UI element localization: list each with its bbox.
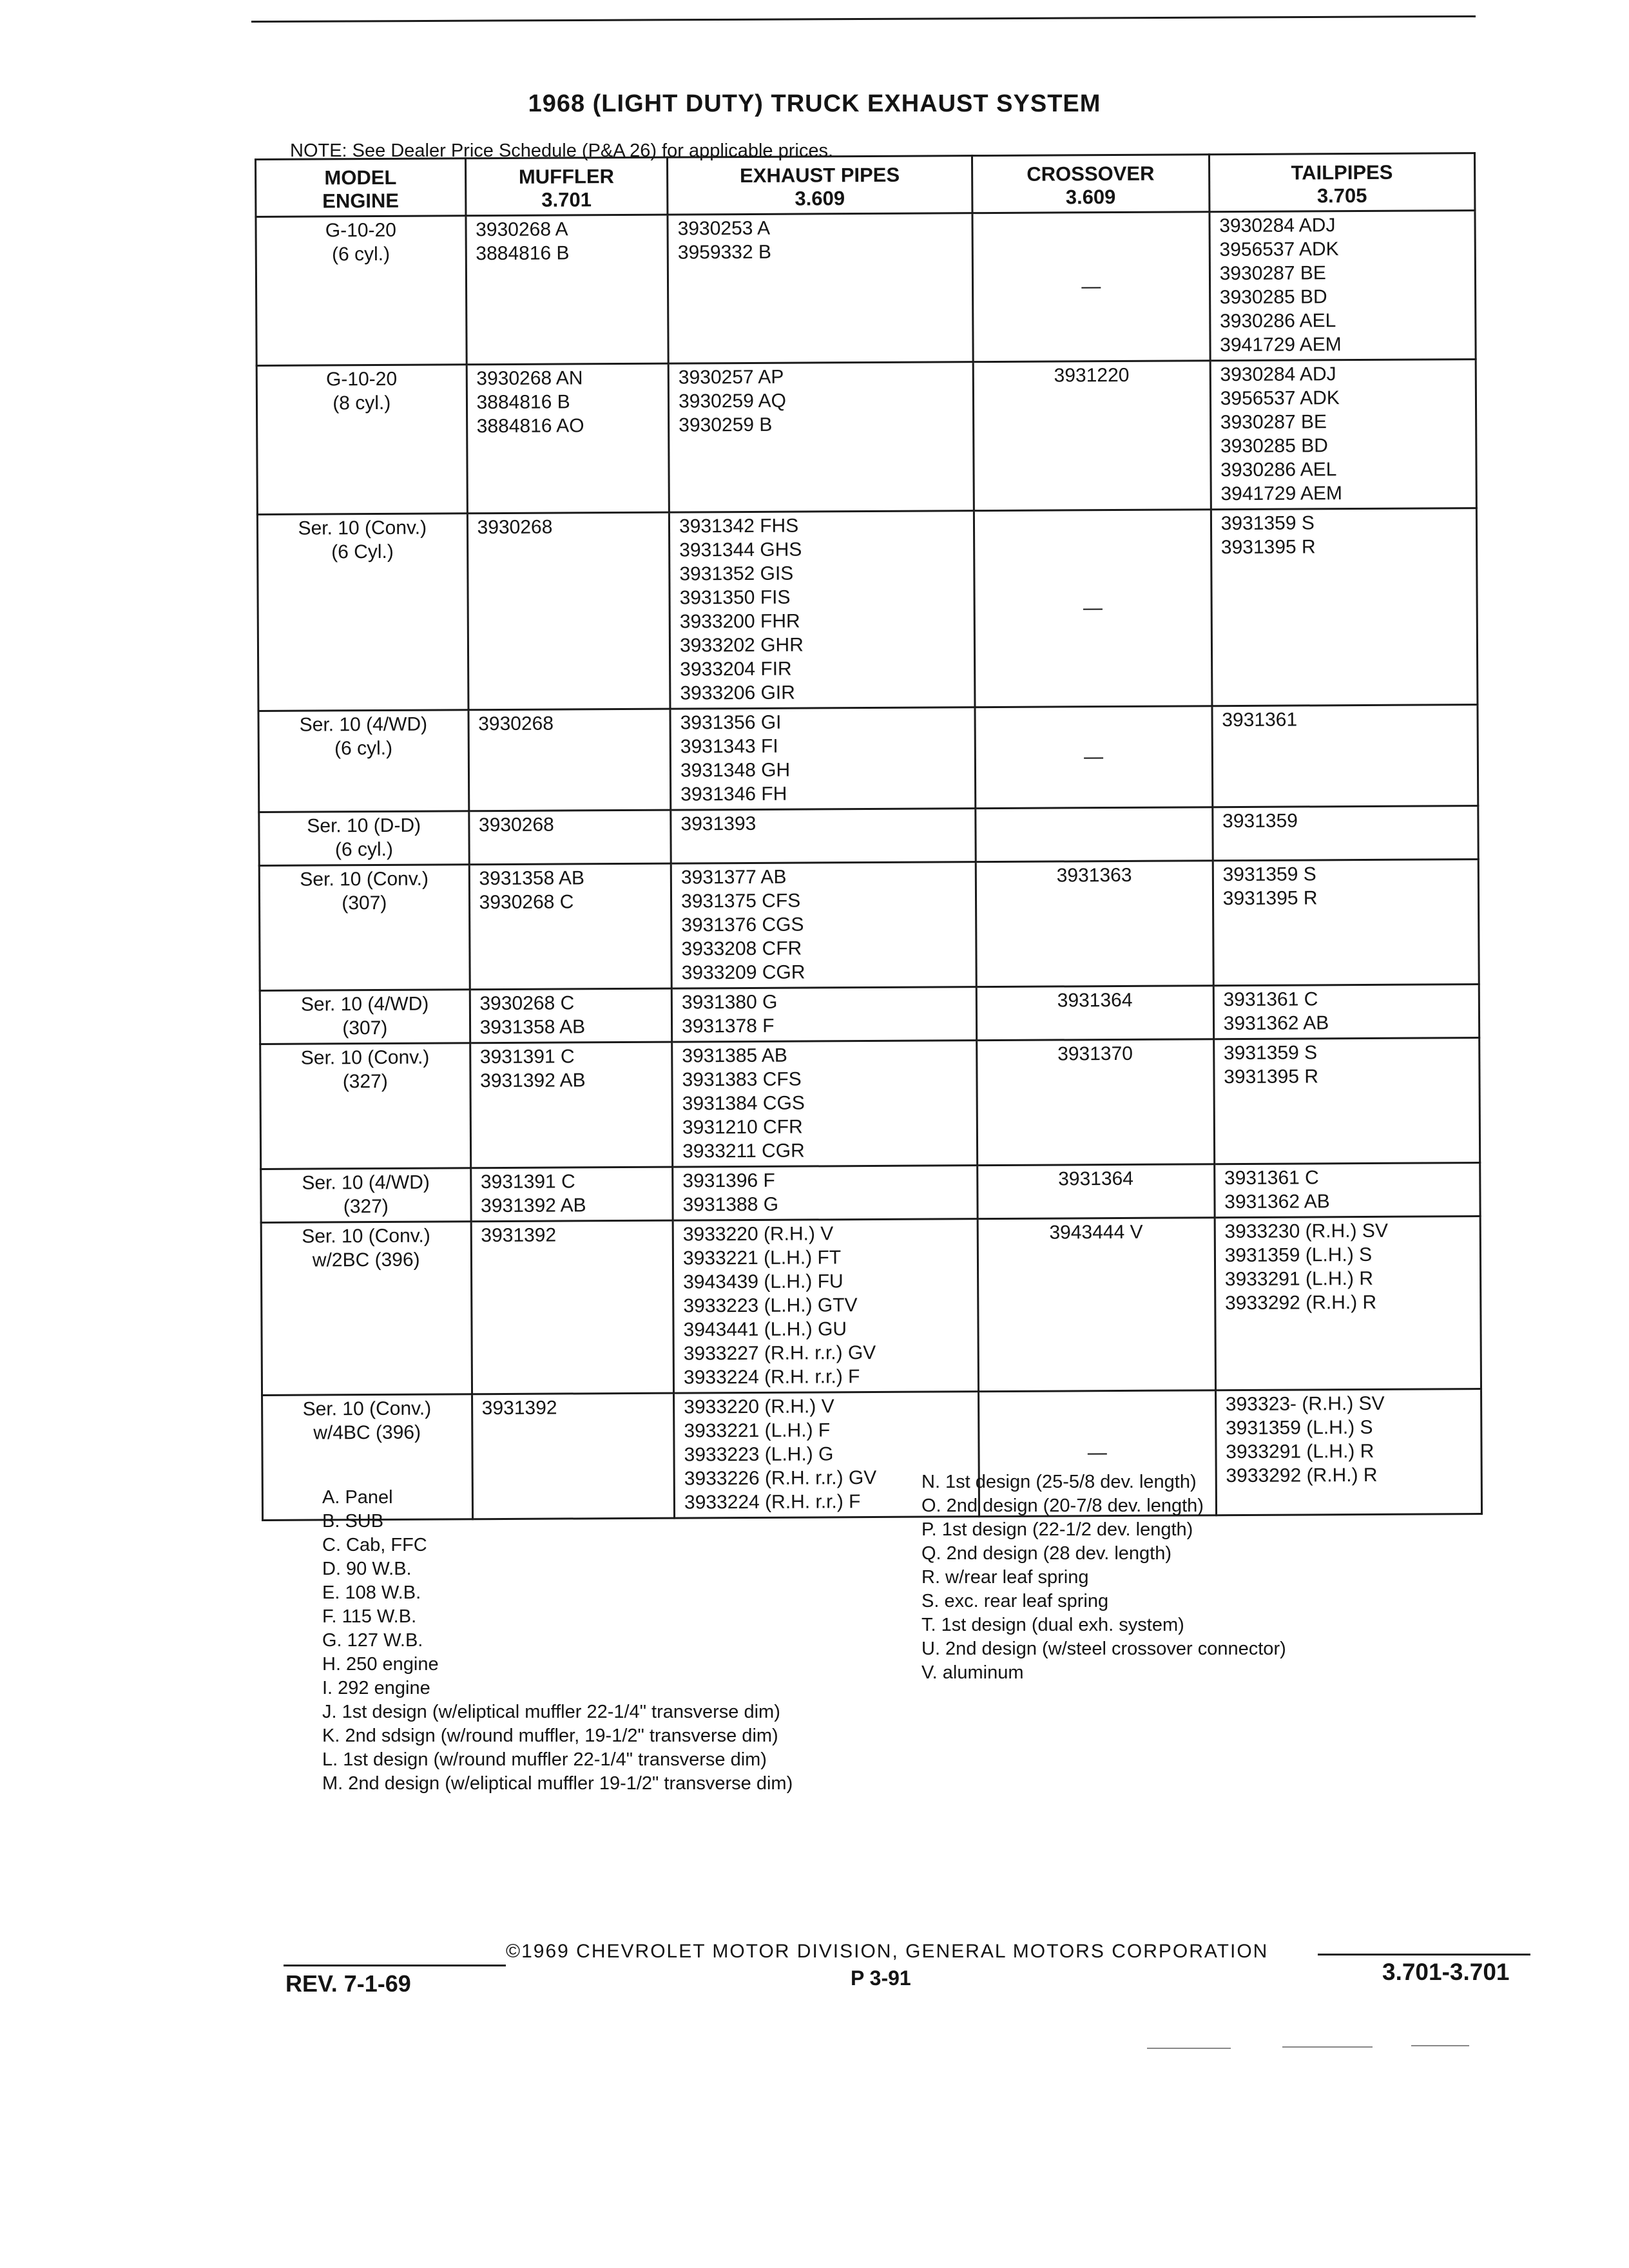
- crossover-part-number: 3943444 V: [1049, 1221, 1143, 1244]
- tailpipes-part-number: 3941729 AEM: [1220, 483, 1343, 505]
- tailpipes-part-number: 3930287 BE: [1219, 262, 1326, 285]
- tailpipes-part-number: 3931395 R: [1222, 887, 1318, 910]
- legend-left: [322, 1486, 793, 1796]
- pipes-part-number: 3933221 (L.H.) F: [684, 1419, 831, 1442]
- pipes-part-number: 3943439 (L.H.) FU: [683, 1271, 843, 1293]
- pipes-part-number: 3931346 FH: [680, 783, 787, 805]
- pipes-part-number: 3933204 FIR: [680, 658, 792, 680]
- muffler-part-number: 3884816 B: [476, 242, 570, 265]
- cell-tailpipes: [1210, 211, 1476, 361]
- footer-rule-right: [1318, 1954, 1530, 1956]
- footer-rule-left: [284, 1965, 506, 1966]
- model-part-number: Ser. 10 (4/WD): [302, 1171, 430, 1194]
- pipes-part-number: 3933202 GHR: [679, 634, 804, 657]
- legend-item: V. aluminum: [921, 1662, 1024, 1683]
- cell-muffler: [468, 810, 671, 865]
- crossover-part-number: 3931364: [1058, 1168, 1134, 1190]
- cell-muffler: [468, 709, 671, 811]
- model-part-number: (6 cyl.): [334, 838, 393, 861]
- cell-pipes: [669, 511, 974, 709]
- tailpipes-part-number: 3933291 (L.H.) R: [1224, 1267, 1374, 1291]
- table-row: [260, 985, 1479, 1044]
- cell-crossover: [976, 861, 1213, 987]
- header-crossover-code: 3.609: [1065, 186, 1116, 209]
- legend-item: P. 1st design (22-1/2 dev. length): [921, 1519, 1193, 1540]
- legend-item: T. 1st design (dual exh. system): [921, 1615, 1184, 1635]
- table-row: [258, 705, 1478, 812]
- cell-crossover: [976, 1039, 1214, 1166]
- cell-model: [261, 1222, 472, 1396]
- legend-item: R. w/rear leaf spring: [921, 1567, 1089, 1588]
- header-pipes-line: EXHAUST PIPES: [739, 163, 900, 187]
- cell-crossover: [974, 510, 1211, 707]
- model-part-number: G-10-20: [325, 368, 398, 390]
- cell-muffler: [467, 512, 670, 710]
- muffler-part-number: 3884816 B: [476, 391, 570, 414]
- pipes-part-number: 3933224 (R.H. r.r.) F: [683, 1366, 860, 1389]
- scan-mark: [1411, 2045, 1469, 2046]
- header-crossover-line: CROSSOVER: [1027, 162, 1155, 186]
- table-row: [257, 508, 1478, 711]
- cell-model: [258, 710, 468, 812]
- cell-crossover: [976, 807, 1213, 862]
- pipes-part-number: 3931210 CFR: [682, 1116, 803, 1139]
- legend-item: E. 108 W.B.: [322, 1582, 421, 1603]
- cell-pipes: [671, 862, 976, 988]
- pipes-part-number: 3931348 GH: [680, 759, 791, 782]
- page-number: P 3-91: [851, 1966, 911, 1990]
- pipes-part-number: 3931356 GI: [680, 711, 782, 734]
- pipes-part-number: 3931377 AB: [680, 866, 787, 889]
- model-part-number: Ser. 10 (D-D): [307, 814, 421, 837]
- model-part-number: (327): [343, 1195, 389, 1218]
- pipes-part-number: 3931385 AB: [682, 1044, 787, 1067]
- cell-muffler: [467, 363, 670, 514]
- muffler-part-number: 3930268 C: [479, 992, 575, 1015]
- cell-tailpipes: [1214, 1163, 1480, 1218]
- revision-date: REV. 7-1-69: [285, 1970, 411, 1997]
- cell-muffler: [471, 1220, 674, 1394]
- tailpipes-part-number: 3930286 AEL: [1219, 310, 1336, 332]
- pipes-part-number: 3933223 (L.H.) G: [684, 1443, 834, 1466]
- table-row: [259, 860, 1479, 991]
- pipes-part-number: 3933220 (R.H.) V: [682, 1223, 834, 1245]
- cell-model: [257, 514, 468, 711]
- pipes-part-number: 3930259 AQ: [678, 390, 786, 412]
- cell-tailpipes: [1211, 508, 1478, 706]
- model-part-number: G-10-20: [325, 219, 396, 242]
- cell-model: [259, 865, 470, 991]
- copyright-text: ©1969 CHEVROLET MOTOR DIVISION, GENERAL MOTORS CORPORATION: [506, 1941, 1269, 1962]
- legend-item: F. 115 W.B.: [322, 1606, 417, 1627]
- scan-mark: [1147, 2048, 1231, 2049]
- legend-item: D. 90 W.B.: [322, 1559, 412, 1579]
- muffler-part-number: 3931392 AB: [479, 1070, 586, 1092]
- pipes-part-number: 3959332 B: [677, 241, 772, 264]
- cell-pipes: [668, 213, 973, 363]
- table-row: [256, 360, 1476, 515]
- muffler-part-number: 3931392: [481, 1397, 557, 1419]
- pipes-part-number: 3933227 (R.H. r.r.) GV: [683, 1341, 876, 1365]
- model-part-number: Ser. 10 (Conv.): [302, 1225, 430, 1247]
- pipes-part-number: 3931393: [680, 812, 757, 835]
- cell-model: [260, 990, 470, 1044]
- cell-model: [260, 1043, 471, 1169]
- pipes-part-number: 3931380 G: [681, 991, 778, 1014]
- muffler-part-number: 3931391 C: [479, 1046, 575, 1068]
- legend-item: J. 1st design (w/eliptical muffler 22-1/4" transverse dim): [322, 1702, 780, 1722]
- muffler-part-number: 3884816 AO: [476, 415, 584, 437]
- model-part-number: (6 Cyl.): [331, 541, 394, 563]
- tailpipes-part-number: 3931361: [1222, 709, 1298, 731]
- model-part-number: Ser. 10 (Conv.): [302, 1398, 432, 1420]
- header-muffler-code: 3.701: [541, 188, 592, 211]
- muffler-part-number: 3930268 A: [476, 218, 568, 241]
- cell-muffler: [469, 863, 671, 990]
- cell-tailpipes: [1215, 1216, 1481, 1390]
- pipes-part-number: 3930253 A: [677, 217, 771, 240]
- crossover-part-number: —: [1083, 597, 1103, 619]
- model-part-number: Ser. 10 (Conv.): [300, 1046, 430, 1069]
- model-part-number: (6 cyl.): [331, 243, 390, 265]
- legend-item: A. Panel: [322, 1487, 393, 1508]
- cell-tailpipes: [1212, 806, 1478, 861]
- model-part-number: (6 cyl.): [334, 737, 393, 760]
- page-title: 1968 (LIGHT DUTY) TRUCK EXHAUST SYSTEM: [528, 90, 1101, 117]
- table-row: [259, 806, 1478, 866]
- pipes-part-number: 3931388 G: [682, 1193, 779, 1216]
- cell-pipes: [671, 809, 976, 863]
- tailpipes-part-number: 3931359 S: [1222, 863, 1316, 886]
- legend-item: N. 1st design (25-5/8 dev. length): [921, 1472, 1197, 1492]
- pipes-part-number: 3930259 B: [679, 414, 773, 436]
- cell-muffler: [466, 215, 669, 365]
- pipes-part-number: 3931396 F: [682, 1169, 775, 1192]
- tailpipes-part-number: 3931361 C: [1223, 988, 1318, 1011]
- header-model-line: ENGINE: [322, 189, 400, 213]
- muffler-part-number: 3930268 AN: [476, 367, 583, 390]
- header-pipes: [668, 156, 972, 215]
- tailpipes-part-number: 3931395 R: [1224, 1066, 1319, 1088]
- model-part-number: w/4BC (396): [313, 1421, 421, 1444]
- table-row: [261, 1216, 1481, 1396]
- exhaust-parts-table: [255, 152, 1483, 1521]
- tailpipes-part-number: 3956537 ADK: [1219, 238, 1339, 261]
- tailpipes-part-number: 3933292 (R.H.) R: [1226, 1464, 1378, 1487]
- pipes-part-number: 3933220 (R.H.) V: [684, 1396, 834, 1418]
- model-part-number: Ser. 10 (4/WD): [299, 713, 428, 736]
- pipes-part-number: 3931383 CFS: [682, 1068, 802, 1091]
- muffler-part-number: 3931358 AB: [479, 867, 585, 890]
- pipes-part-number: 3931375 CFS: [681, 890, 801, 912]
- tailpipes-part-number: 3956537 ADK: [1220, 387, 1340, 410]
- table-header-row: [256, 153, 1475, 217]
- crossover-part-number: 3931370: [1057, 1043, 1133, 1065]
- cell-model: [256, 365, 467, 515]
- section-number: 3.701-3.701: [1382, 1959, 1510, 1985]
- cell-model: [261, 1168, 471, 1223]
- pipes-part-number: 3933209 CGR: [681, 961, 805, 984]
- pipes-part-number: 3933223 (L.H.) GTV: [683, 1294, 858, 1317]
- pipes-part-number: 3931384 CGS: [682, 1092, 805, 1115]
- muffler-part-number: 3931392: [481, 1224, 557, 1247]
- pipes-part-number: 3931376 CGS: [681, 914, 804, 936]
- cell-crossover: [976, 986, 1213, 1041]
- legend-item: B. SUB: [322, 1511, 384, 1532]
- header-model: [256, 159, 466, 217]
- pipes-part-number: 3931342 FHS: [679, 515, 799, 537]
- crossover-part-number: —: [1084, 745, 1104, 767]
- top-rule: [251, 15, 1476, 23]
- cell-pipes: [673, 1219, 978, 1393]
- tailpipes-part-number: 3941729 AEM: [1220, 334, 1342, 356]
- tailpipes-part-number: 3931362 AB: [1223, 1012, 1329, 1035]
- crossover-part-number: —: [1087, 1442, 1107, 1464]
- tailpipes-part-number: 3930285 BD: [1219, 286, 1327, 309]
- tailpipes-part-number: 3931359 (L.H.) S: [1225, 1416, 1373, 1439]
- cell-crossover: [975, 706, 1213, 809]
- muffler-part-number: 3930268: [478, 713, 554, 735]
- cell-tailpipes: [1210, 360, 1477, 510]
- cell-crossover: [977, 1164, 1214, 1219]
- legend-item: L. 1st design (w/round muffler 22-1/4" transverse dim): [322, 1749, 767, 1770]
- header-pipes-code: 3.609: [795, 187, 845, 210]
- model-part-number: w/2BC (396): [312, 1249, 420, 1271]
- legend-item: Q. 2nd design (28 dev. length): [921, 1543, 1171, 1564]
- model-part-number: Ser. 10 (Conv.): [298, 517, 427, 539]
- cell-pipes: [673, 1166, 978, 1220]
- muffler-part-number: 3931392 AB: [481, 1195, 586, 1217]
- crossover-part-number: —: [1081, 275, 1101, 297]
- legend-item: S. exc. rear leaf spring: [921, 1591, 1109, 1611]
- tailpipes-part-number: 3930285 BD: [1220, 435, 1328, 457]
- table-row: [261, 1163, 1480, 1223]
- tailpipes-part-number: 3931361 C: [1224, 1167, 1319, 1189]
- muffler-part-number: 3930268: [478, 814, 554, 836]
- header-tailpipes: [1209, 153, 1475, 212]
- legend-item: H. 250 engine: [322, 1654, 439, 1675]
- model-part-number: (307): [342, 1017, 388, 1039]
- cell-pipes: [670, 707, 976, 810]
- pipes-part-number: 3933226 (R.H. r.r.) GV: [684, 1466, 877, 1490]
- tailpipes-part-number: 3931359 (L.H.) S: [1224, 1244, 1373, 1267]
- cell-tailpipes: [1212, 705, 1478, 807]
- tailpipes-part-number: 3930284 ADJ: [1220, 363, 1336, 386]
- pipes-part-number: 3930257 AP: [678, 366, 784, 389]
- cell-model: [256, 216, 467, 366]
- model-part-number: Ser. 10 (4/WD): [300, 993, 429, 1015]
- muffler-part-number: 3930268 C: [479, 891, 574, 914]
- pipes-part-number: 3933224 (R.H. r.r.) F: [684, 1491, 861, 1514]
- cell-muffler: [470, 1042, 672, 1168]
- header-muffler: [465, 157, 668, 216]
- tailpipes-part-number: 393323- (R.H.) SV: [1225, 1392, 1385, 1416]
- cell-crossover: [978, 1218, 1215, 1392]
- model-part-number: Ser. 10 (Conv.): [300, 868, 429, 890]
- model-part-number: (8 cyl.): [333, 392, 391, 414]
- pipes-part-number: 3931344 GHS: [679, 539, 802, 561]
- cell-pipes: [671, 987, 976, 1042]
- cell-pipes: [672, 1041, 978, 1167]
- header-tailpipes-code: 3.705: [1316, 184, 1367, 207]
- cell-tailpipes: [1213, 860, 1479, 986]
- tailpipes-part-number: 3931362 AB: [1224, 1191, 1330, 1213]
- header-crossover: [972, 155, 1209, 213]
- legend-item: C. Cab, FFC: [322, 1535, 427, 1555]
- table-row: [260, 1038, 1480, 1169]
- pipes-part-number: 3933206 GIR: [680, 682, 795, 704]
- legend-item: O. 2nd design (20-7/8 dev. length): [921, 1495, 1204, 1516]
- scan-mark: [1282, 2046, 1373, 2048]
- legend-right: [921, 1470, 1286, 1685]
- cell-tailpipes: [1213, 1038, 1480, 1164]
- tailpipes-part-number: 3931359 S: [1223, 1042, 1318, 1064]
- model-part-number: (307): [342, 892, 387, 914]
- tailpipes-part-number: 3931359 S: [1220, 512, 1315, 535]
- crossover-part-number: 3931220: [1054, 364, 1130, 387]
- legend-item: U. 2nd design (w/steel crossover connector): [921, 1639, 1286, 1659]
- muffler-part-number: 3930268: [477, 516, 553, 539]
- tailpipes-part-number: 3933291 (L.H.) R: [1226, 1440, 1374, 1463]
- pipes-part-number: 3931378 F: [682, 1015, 775, 1037]
- legend-item: I. 292 engine: [322, 1678, 430, 1698]
- header-model-line: MODEL: [324, 166, 397, 189]
- pipes-part-number: 3931352 GIS: [679, 562, 794, 585]
- tailpipes-part-number: 3930286 AEL: [1220, 459, 1337, 481]
- tailpipes-part-number: 3930284 ADJ: [1219, 215, 1336, 237]
- price-note: NOTE: See Dealer Price Schedule (P&A 26) for applicable prices.: [290, 140, 834, 161]
- tailpipes-part-number: 3931395 R: [1220, 536, 1316, 559]
- header-muffler-line: MUFFLER: [518, 165, 615, 188]
- pipes-part-number: 3931343 FI: [680, 735, 778, 758]
- legend-item: G. 127 W.B.: [322, 1630, 423, 1651]
- tailpipes-part-number: 3933292 (R.H.) R: [1224, 1291, 1377, 1314]
- pipes-part-number: 3933208 CFR: [681, 937, 802, 960]
- pipes-part-number: 3933221 (L.H.) FT: [682, 1247, 842, 1269]
- cell-tailpipes: [1213, 985, 1480, 1039]
- table-body: [256, 211, 1482, 1521]
- legend-item: K. 2nd sdsign (w/round muffler, 19-1/2" transverse dim): [322, 1725, 778, 1746]
- table-row: [256, 211, 1476, 366]
- pipes-part-number: 3933200 FHR: [679, 610, 800, 633]
- crossover-part-number: 3931363: [1056, 864, 1132, 887]
- pipes-part-number: 3931350 FIS: [679, 586, 791, 609]
- cell-muffler: [470, 988, 672, 1043]
- cell-crossover: [972, 212, 1210, 362]
- tailpipes-part-number: 3933230 (R.H.) SV: [1224, 1220, 1388, 1243]
- tailpipes-part-number: 3930287 BE: [1220, 411, 1327, 434]
- pipes-part-number: 3943441 (L.H.) GU: [683, 1318, 847, 1341]
- legend-item: M. 2nd design (w/eliptical muffler 19-1/2" transverse dim): [322, 1773, 793, 1794]
- crossover-part-number: 3931364: [1057, 989, 1133, 1012]
- header-tailpipes-line: TAILPIPES: [1291, 160, 1393, 184]
- cell-muffler: [470, 1167, 673, 1222]
- pipes-part-number: 3933211 CGR: [682, 1140, 805, 1162]
- model-part-number: (327): [342, 1070, 388, 1093]
- muffler-part-number: 3931358 AB: [479, 1016, 586, 1039]
- tailpipes-part-number: 3931359: [1222, 810, 1298, 832]
- cell-pipes: [668, 362, 974, 512]
- cell-model: [259, 811, 469, 866]
- cell-crossover: [973, 361, 1211, 511]
- muffler-part-number: 3931391 C: [480, 1171, 575, 1193]
